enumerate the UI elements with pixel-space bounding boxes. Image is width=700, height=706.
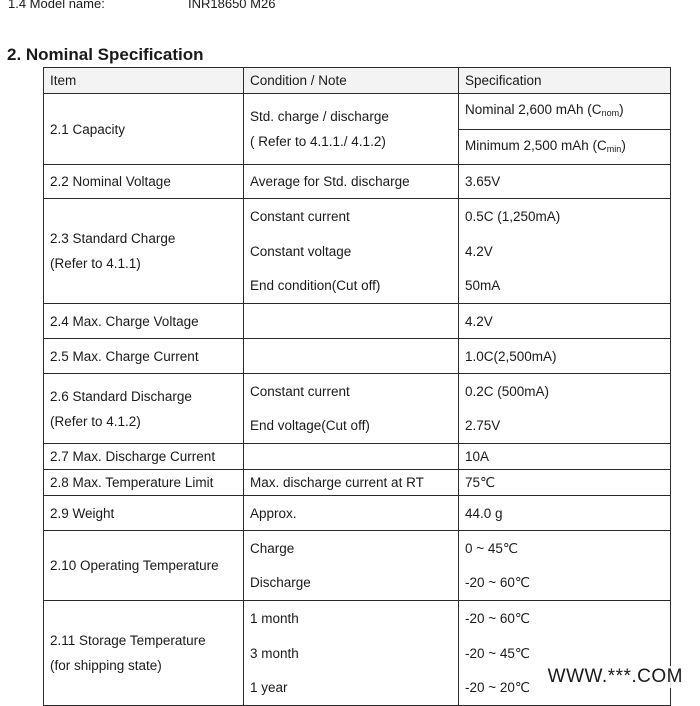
row-condition	[244, 94, 459, 165]
item-line: (Refer to 4.1.1)	[50, 256, 141, 271]
condition-line: Std. charge / discharge	[250, 109, 389, 124]
row-spec: 0.5C (1,250mA)	[459, 199, 671, 234]
spec-text: Nominal 2,600 mAh (C	[465, 102, 602, 117]
table-row	[44, 496, 671, 531]
item-line: 2.6 Standard Discharge	[50, 388, 192, 404]
row-spec: 2.75V	[459, 409, 671, 444]
item-line: 2.11 Storage Temperature	[50, 633, 206, 648]
row-condition: Constant current	[244, 199, 459, 234]
row-item: 2.7 Max. Discharge Current	[44, 444, 244, 470]
row-spec: -20 ~ 60℃	[459, 601, 671, 636]
row-condition: End voltage(Cut off)	[244, 409, 459, 444]
row-spec: 50mA	[459, 269, 671, 304]
row-condition: Constant current	[244, 374, 459, 409]
item-line: (for shipping state)	[50, 658, 162, 673]
row-condition	[244, 444, 459, 470]
row-condition	[244, 339, 459, 374]
row-spec	[459, 94, 671, 130]
header-condition: Condition / Note	[244, 68, 459, 94]
row-item: 2.5 Max. Charge Current	[44, 339, 244, 374]
row-spec: -20 ~ 45℃	[459, 636, 671, 671]
row-condition: 1 month	[244, 601, 459, 636]
row-condition: End condition(Cut off)	[244, 269, 459, 304]
spec-text: )	[621, 137, 626, 153]
row-condition: Discharge	[244, 566, 459, 601]
header-item: Item	[44, 68, 244, 94]
table-row	[44, 339, 671, 374]
row-condition: Charge	[244, 531, 459, 566]
row-condition: Constant voltage	[244, 234, 459, 269]
table-row	[44, 165, 671, 199]
spec-subscript: nom	[601, 108, 620, 118]
row-spec: 75℃	[459, 470, 671, 496]
row-spec: 4.2V	[459, 304, 671, 339]
table-header-row	[44, 68, 671, 94]
table-row	[44, 531, 671, 566]
row-item: 2.1 Capacity	[44, 94, 244, 165]
row-condition: 1 year	[244, 671, 459, 706]
table-row	[44, 304, 671, 339]
row-condition: Max. discharge current at RT	[244, 470, 459, 496]
row-condition: 3 month	[244, 636, 459, 671]
row-spec: 10A	[459, 444, 671, 470]
table-row	[44, 601, 671, 636]
row-spec: 4.2V	[459, 234, 671, 269]
row-item	[44, 374, 244, 444]
table-row	[44, 94, 671, 130]
item-line: 2.3 Standard Charge	[50, 231, 176, 246]
row-item: 2.4 Max. Charge Voltage	[44, 304, 244, 339]
row-condition	[244, 304, 459, 339]
row-spec: 3.65V	[459, 165, 671, 199]
nominal-spec-table	[43, 67, 671, 706]
row-spec: -20 ~ 20℃	[459, 671, 671, 706]
header-specification: Specification	[459, 68, 671, 94]
row-condition: Average for Std. discharge	[244, 165, 459, 199]
model-name-value: INR18650 M26	[188, 0, 276, 11]
spec-text: )	[619, 102, 624, 117]
model-name-label: 1.4 Model name:	[8, 0, 105, 11]
row-item: 2.10 Operating Temperature	[44, 531, 244, 601]
row-item	[44, 601, 244, 706]
watermark: WWW.***.COM	[547, 666, 683, 687]
spec-subscript: min	[606, 143, 622, 154]
row-spec: -20 ~ 60℃	[459, 566, 671, 601]
table-row	[44, 374, 671, 409]
row-spec: 1.0C(2,500mA)	[459, 339, 671, 374]
row-spec: 44.0 g	[459, 496, 671, 531]
row-item: 2.2 Nominal Voltage	[44, 165, 244, 199]
table-row	[44, 199, 671, 234]
row-spec: 0.2C (500mA)	[459, 374, 671, 409]
row-item: 2.8 Max. Temperature Limit	[44, 470, 244, 496]
table-row	[44, 470, 671, 496]
condition-line: ( Refer to 4.1.1./ 4.1.2)	[250, 134, 386, 149]
spec-text: Minimum 2,500 mAh (C	[465, 137, 607, 153]
row-spec: 0 ~ 45℃	[459, 531, 671, 566]
row-condition: Approx.	[244, 496, 459, 531]
row-item: 2.9 Weight	[44, 496, 244, 531]
row-spec	[459, 130, 671, 165]
section-title: 2. Nominal Specification	[7, 45, 204, 64]
item-line: (Refer to 4.1.2)	[50, 413, 141, 429]
row-item	[44, 199, 244, 304]
table-row	[44, 444, 671, 470]
